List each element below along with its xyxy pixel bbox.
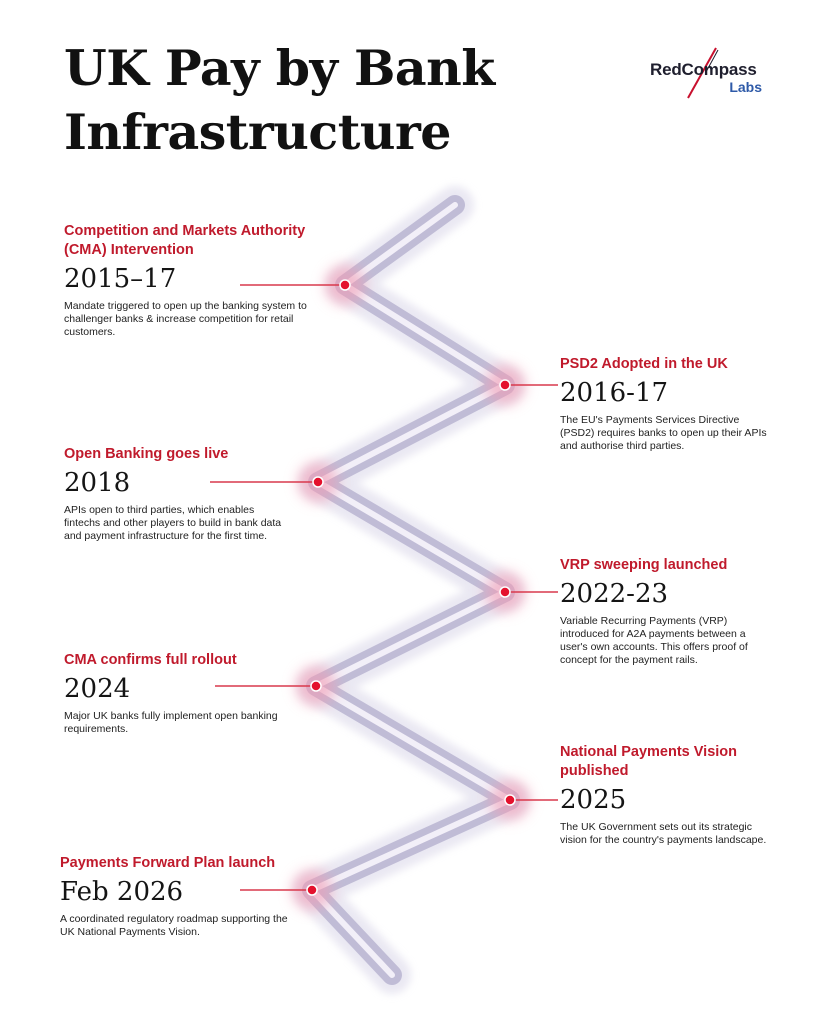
event-description: The EU's Payments Services Directive (PSD2) requires banks to open up their APIs and authorise third parties. [560, 414, 767, 452]
event-heading: Competition and Markets Authority (CMA) Intervention [64, 223, 306, 258]
logo-brand-text: RedCompass [650, 60, 757, 79]
event-heading: CMA confirms full rollout [64, 652, 237, 668]
event-year: 2015–17 [64, 264, 177, 294]
marker-2026 [307, 885, 317, 895]
event-year: 2016-17 [560, 378, 669, 408]
timeline-event-cma-intervention [64, 222, 309, 339]
marker-2016 [500, 380, 510, 390]
event-year: Feb 2026 [60, 877, 184, 907]
event-heading: National Payments Vision published [560, 744, 738, 779]
marker-2018 [313, 477, 323, 487]
event-description: Major UK banks fully implement open banking requirements. [64, 710, 278, 735]
event-heading: VRP sweeping launched [560, 557, 728, 573]
event-year: 2022-23 [560, 579, 669, 609]
logo-sub-text: Labs [729, 79, 762, 95]
event-description: Variable Recurring Payments (VRP) introduced for A2A payments between a user's own accounts. This offers proof of concept for the payment rails. [560, 615, 748, 666]
event-heading: Payments Forward Plan launch [60, 855, 276, 871]
event-description: The UK Government sets out its strategic vision for the country's payments landscape. [560, 821, 767, 846]
event-year: 2018 [64, 468, 131, 498]
marker-2024 [311, 681, 321, 691]
zigzag-band [312, 205, 510, 975]
timeline-event-cma-rollout [64, 651, 279, 736]
timeline-event-psd2 [560, 355, 775, 453]
marker-2025 [505, 795, 515, 805]
event-year: 2024 [64, 674, 131, 704]
event-heading: Open Banking goes live [64, 446, 229, 462]
timeline-event-payments-forward-plan [60, 854, 305, 939]
timeline-event-vrp-sweeping [560, 556, 775, 667]
timeline-event-open-banking [64, 445, 289, 543]
event-year: 2025 [560, 785, 627, 815]
event-heading: PSD2 Adopted in the UK [560, 356, 728, 372]
event-description: APIs open to third parties, which enables fintechs and other players to build in bank data and payment infrastructure for the first time. [64, 504, 282, 542]
event-description: A coordinated regulatory roadmap supporting the UK National Payments Vision. [60, 913, 288, 938]
marker-2022 [500, 587, 510, 597]
event-description: Mandate triggered to open up the banking system to challenger banks & increase competition for retail customers. [64, 300, 307, 338]
timeline-event-national-payments-vision [560, 743, 775, 847]
page-title: UK Pay by Bank Infrastructure [64, 39, 495, 161]
marker-2015 [340, 280, 350, 290]
